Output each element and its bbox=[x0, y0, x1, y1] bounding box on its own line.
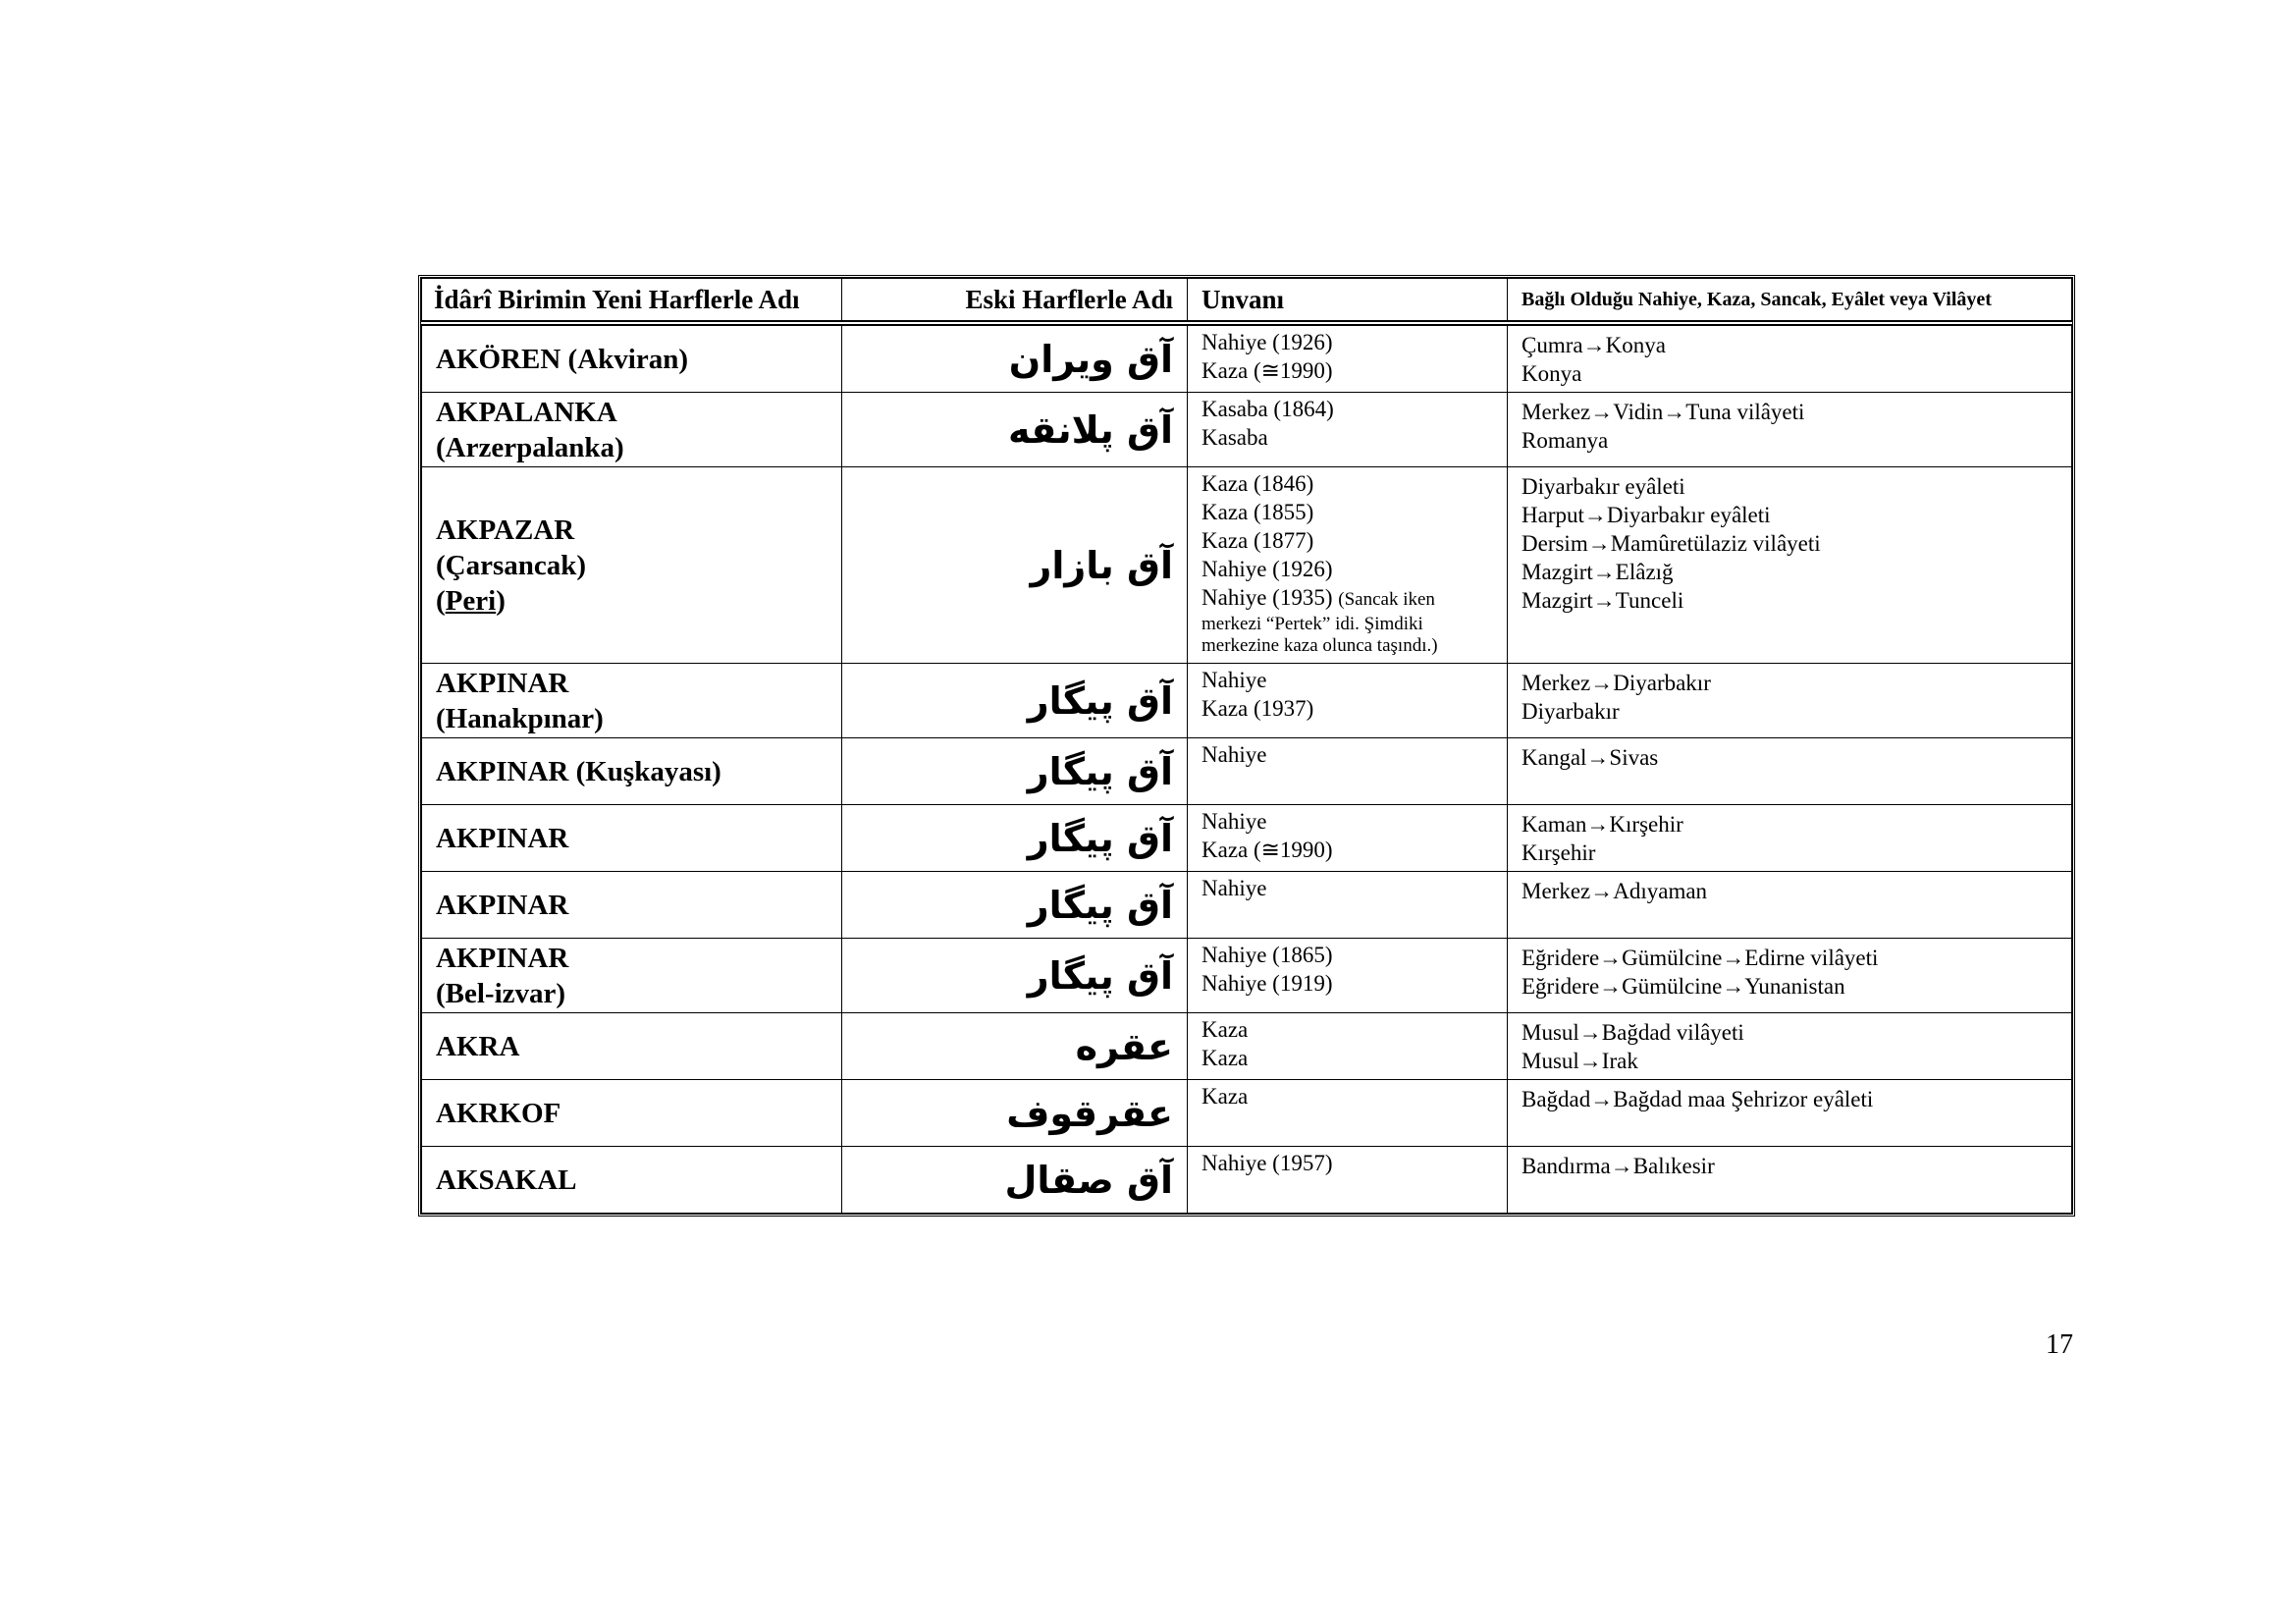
title-line: Nahiye (1926) bbox=[1201, 330, 1333, 354]
title-note-line: merkezine kaza olunca taşındı.) bbox=[1201, 635, 1438, 656]
name-cell bbox=[422, 1147, 842, 1214]
affiliation-cell bbox=[1508, 872, 2072, 939]
affiliation-line: Eğridere→Gümülcine→Edirne vilâyeti bbox=[1522, 946, 1879, 970]
title-note: (Sancak iken bbox=[1338, 589, 1435, 610]
title-line: Kasaba bbox=[1201, 425, 1268, 450]
name-line: (Hanakpınar) bbox=[436, 702, 604, 734]
affiliation-line: Merkez→Diyarbakır bbox=[1522, 671, 1711, 695]
name-cell bbox=[422, 738, 842, 805]
table-row bbox=[422, 805, 2072, 872]
affiliation-line: Romanya bbox=[1522, 428, 1609, 453]
affiliation-line: Eğridere→Gümülcine→Yunanistan bbox=[1522, 974, 1845, 999]
name-line-underlined: (Peri) bbox=[436, 584, 506, 617]
old-script-cell bbox=[842, 1013, 1188, 1080]
title-note-line: merkezi “Pertek” idi. Şimdiki bbox=[1201, 614, 1423, 634]
title-line: Nahiye (1935) bbox=[1201, 585, 1333, 610]
name-cell bbox=[422, 664, 842, 738]
affiliation-cell bbox=[1508, 738, 2072, 805]
affiliation-cell bbox=[1508, 1147, 2072, 1214]
affiliation-line: Bağdad→Bağdad maa Şehrizor eyâleti bbox=[1522, 1087, 1874, 1111]
name-line: AKSAKAL bbox=[436, 1164, 577, 1196]
old-script-text: آق ويران bbox=[1008, 337, 1173, 381]
old-script-text: عقره bbox=[1075, 1024, 1173, 1068]
old-script-cell bbox=[842, 1147, 1188, 1214]
page-number: 17 bbox=[2046, 1329, 2073, 1360]
name-line: AKPINAR bbox=[436, 822, 569, 854]
table-header bbox=[422, 279, 2072, 324]
name-line: AKPINAR bbox=[436, 667, 569, 699]
title-cell bbox=[1188, 664, 1508, 738]
name-line: AKRA bbox=[436, 1030, 520, 1062]
title-line: Kaza (1855) bbox=[1201, 500, 1314, 524]
affiliation-line: Mazgirt→Elâzığ bbox=[1522, 560, 1674, 584]
affiliation-cell bbox=[1508, 467, 2072, 664]
affiliation-line: Merkez→Vidin→Tuna vilâyeti bbox=[1522, 400, 1805, 424]
title-line: Kasaba (1864) bbox=[1201, 397, 1334, 421]
title-line: Kaza (≅1990) bbox=[1201, 838, 1333, 862]
underlined-name: Peri bbox=[445, 584, 497, 617]
old-script-text: آق پيگار bbox=[1027, 883, 1173, 927]
affiliation-line: Diyarbakır eyâleti bbox=[1522, 474, 1685, 499]
header-row bbox=[422, 279, 2072, 324]
place-names-table bbox=[421, 278, 2072, 1214]
affiliation-line: Dersim→Mamûretülaziz vilâyeti bbox=[1522, 531, 1821, 556]
table-row bbox=[422, 467, 2072, 664]
affiliation-cell bbox=[1508, 1080, 2072, 1147]
affiliation-line: Diyarbakır bbox=[1522, 699, 1620, 724]
name-line: AKÖREN (Akviran) bbox=[436, 343, 688, 375]
table-row bbox=[422, 738, 2072, 805]
header-title: Unvanı bbox=[1188, 279, 1508, 324]
title-cell bbox=[1188, 872, 1508, 939]
old-script-cell bbox=[842, 1080, 1188, 1147]
old-script-cell bbox=[842, 738, 1188, 805]
old-script-cell bbox=[842, 872, 1188, 939]
table-row bbox=[422, 664, 2072, 738]
affiliation-line: Musul→Irak bbox=[1522, 1049, 1638, 1073]
name-cell bbox=[422, 939, 842, 1013]
old-script-text: آق صقال bbox=[1004, 1158, 1173, 1202]
name-cell bbox=[422, 805, 842, 872]
title-cell bbox=[1188, 323, 1508, 393]
title-line: Nahiye bbox=[1201, 876, 1267, 900]
affiliation-line: Kangal→Sivas bbox=[1522, 745, 1659, 770]
name-line: AKPAZAR bbox=[436, 514, 575, 546]
title-line: Kaza bbox=[1201, 1017, 1249, 1042]
name-cell bbox=[422, 393, 842, 467]
title-line: Nahiye bbox=[1201, 668, 1267, 692]
old-script-text: آق پيگار bbox=[1027, 749, 1173, 793]
name-cell bbox=[422, 467, 842, 664]
place-names-table-frame bbox=[418, 275, 2075, 1217]
title-cell bbox=[1188, 805, 1508, 872]
old-script-cell bbox=[842, 805, 1188, 872]
header-old-script: Eski Harflerle Adı bbox=[842, 279, 1188, 324]
header-name: İdârî Birimin Yeni Harflerle Adı bbox=[422, 279, 842, 324]
title-cell bbox=[1188, 393, 1508, 467]
affiliation-cell bbox=[1508, 664, 2072, 738]
old-script-text: آق پيگار bbox=[1027, 678, 1173, 723]
table-body bbox=[422, 323, 2072, 1214]
affiliation-line: Musul→Bağdad vilâyeti bbox=[1522, 1020, 1744, 1045]
affiliation-cell bbox=[1508, 939, 2072, 1013]
old-script-cell bbox=[842, 467, 1188, 664]
title-cell bbox=[1188, 1080, 1508, 1147]
title-cell bbox=[1188, 939, 1508, 1013]
title-line: Kaza (1846) bbox=[1201, 471, 1314, 496]
old-script-text: آق پيگار bbox=[1027, 953, 1173, 998]
name-cell bbox=[422, 323, 842, 393]
affiliation-line: Mazgirt→Tunceli bbox=[1522, 588, 1684, 613]
title-line: Kaza (1937) bbox=[1201, 696, 1314, 721]
affiliation-cell bbox=[1508, 1013, 2072, 1080]
title-cell bbox=[1188, 1013, 1508, 1080]
old-script-cell bbox=[842, 393, 1188, 467]
title-line: Nahiye (1865) bbox=[1201, 943, 1333, 967]
title-line-with-note bbox=[1201, 583, 1507, 614]
old-script-text: آق بازار bbox=[1030, 543, 1173, 587]
affiliation-cell bbox=[1508, 393, 2072, 467]
table-row bbox=[422, 939, 2072, 1013]
name-line: AKPINAR (Kuşkayası) bbox=[436, 755, 721, 787]
title-line: Nahiye (1926) bbox=[1201, 557, 1333, 581]
affiliation-cell bbox=[1508, 805, 2072, 872]
table-row bbox=[422, 1080, 2072, 1147]
name-line: (Bel-izvar) bbox=[436, 977, 566, 1009]
affiliation-cell bbox=[1508, 323, 2072, 393]
title-line: Nahiye (1919) bbox=[1201, 971, 1333, 996]
title-line: Kaza (≅1990) bbox=[1201, 358, 1333, 383]
name-line: AKRKOF bbox=[436, 1097, 561, 1129]
title-line: Nahiye bbox=[1201, 809, 1267, 834]
affiliation-line: Kaman→Kırşehir bbox=[1522, 812, 1683, 837]
name-cell bbox=[422, 872, 842, 939]
name-line: AKPINAR bbox=[436, 889, 569, 921]
table-row bbox=[422, 1013, 2072, 1080]
name-line: AKPALANKA bbox=[436, 396, 617, 428]
old-script-text: آق پيگار bbox=[1027, 816, 1173, 860]
affiliation-line: Kırşehir bbox=[1522, 840, 1596, 865]
table-row bbox=[422, 872, 2072, 939]
title-line: Nahiye (1957) bbox=[1201, 1151, 1333, 1175]
old-script-cell bbox=[842, 939, 1188, 1013]
table-row bbox=[422, 393, 2072, 467]
affiliation-line: Konya bbox=[1522, 361, 1582, 386]
title-line: Nahiye bbox=[1201, 742, 1267, 767]
header-affiliation: Bağlı Olduğu Nahiye, Kaza, Sancak, Eyâlet veya Vilâyet bbox=[1508, 279, 2072, 324]
title-line: Kaza (1877) bbox=[1201, 528, 1314, 553]
affiliation-line: Bandırma→Balıkesir bbox=[1522, 1154, 1715, 1178]
name-cell bbox=[422, 1080, 842, 1147]
name-line: (Çarsancak) bbox=[436, 549, 587, 581]
name-cell bbox=[422, 1013, 842, 1080]
title-line: Kaza bbox=[1201, 1084, 1249, 1109]
affiliation-line: Harput→Diyarbakır eyâleti bbox=[1522, 503, 1771, 527]
affiliation-line: Merkez→Adıyaman bbox=[1522, 879, 1708, 903]
affiliation-line: Çumra→Konya bbox=[1522, 333, 1666, 357]
old-script-cell bbox=[842, 323, 1188, 393]
title-line: Kaza bbox=[1201, 1046, 1249, 1070]
table-row bbox=[422, 1147, 2072, 1214]
old-script-text: عقرقوف bbox=[1006, 1091, 1173, 1135]
title-cell bbox=[1188, 1147, 1508, 1214]
title-cell bbox=[1188, 738, 1508, 805]
old-script-cell bbox=[842, 664, 1188, 738]
title-cell bbox=[1188, 467, 1508, 664]
table-row bbox=[422, 323, 2072, 393]
name-line: (Arzerpalanka) bbox=[436, 431, 624, 463]
name-line: AKPINAR bbox=[436, 942, 569, 974]
old-script-text: آق پلانقه bbox=[1007, 407, 1173, 452]
